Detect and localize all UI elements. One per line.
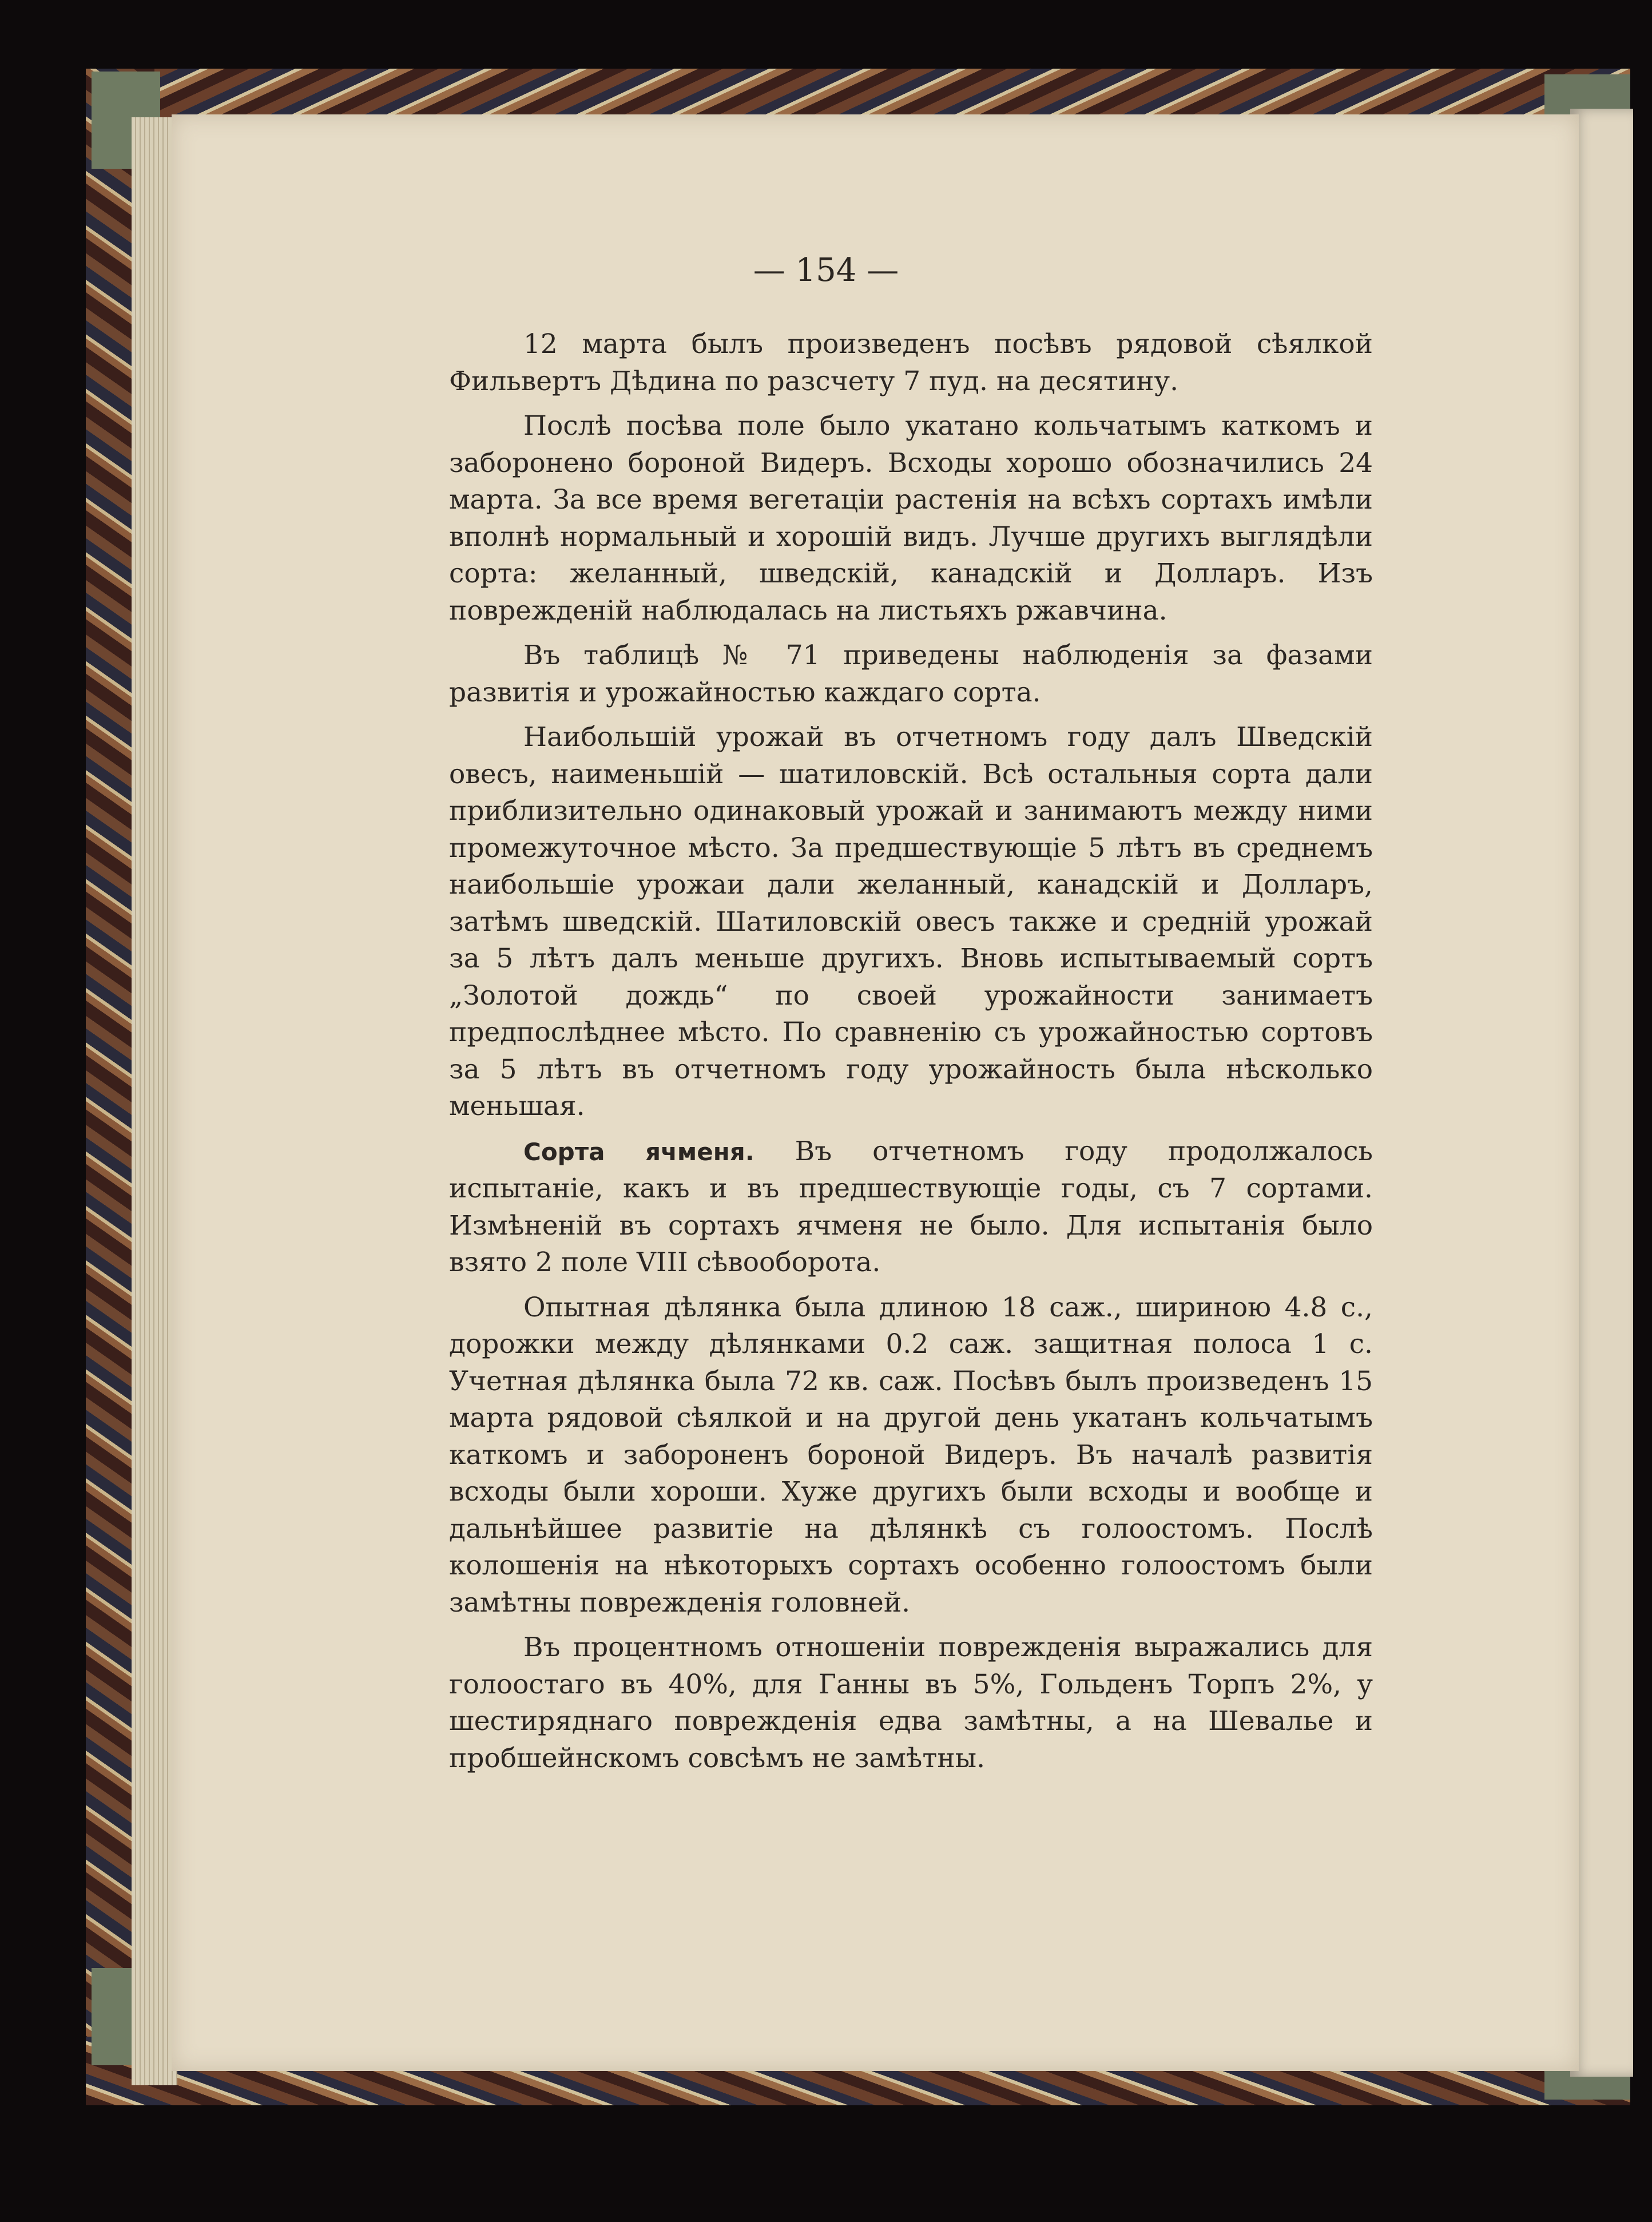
paragraph-sowing: 12 марта былъ произведенъ посѣвъ рядовой сѣялкой Фильвертъ Дѣдина по разсчету 7 пуд. на десятину. xyxy=(449,328,1373,397)
paragraph-yield: Наибольшій урожай въ отчетномъ году далъ Шведскій овесъ, наименьшій — шатиловскій. Всѣ остальныя сорта дали приблизительно одинаковый урожай и занимаютъ между ними промежуточное мѣсто. За предшествующіе 5 лѣтъ въ среднемъ наибольшіе урожаи дали желанный, канадскій и Долларъ, затѣмъ шведскій. Шатиловскій овесъ также и средній урожай за 5 лѣтъ далъ меньше другихъ. Вновь испытываемый сортъ „Золотой дождь“ по своей урожайности занимаетъ предпослѣднее мѣсто. По сравненію съ урожайностью сортовъ за 5 лѣтъ въ отчетномъ году урожайность была нѣсколько меньшая. xyxy=(449,721,1373,1122)
section-heading-barley: Сорта ячменя. xyxy=(523,1137,754,1166)
page-number: — 154 — xyxy=(753,252,899,289)
paragraph-table-reference: Въ таблицѣ № 71 приведены наблюденія за фазами развитія и урожайностью каждаго сорта. xyxy=(449,640,1373,708)
paragraph-plot: Опытная дѣлянка была длиною 18 саж., шириною 4.8 с., дорожки между дѣлянками 0.2 саж. защитная полоса 1 с. Учетная дѣлянка была 72 кв. саж. Посѣвъ былъ произведенъ 15 марта рядовой сѣялкой и на другой день укатанъ кольчатымъ каткомъ и забороненъ бороной Видеръ. Въ началѣ развитія всходы были хороши. Хуже другихъ были всходы и вообще и дальнѣйшее развитіе на дѣлянкѣ съ голоостомъ. Послѣ колошенія на нѣкоторыхъ сортахъ особенно голоостомъ были замѣтны поврежденія головней. xyxy=(449,1291,1373,1618)
paragraph-barley xyxy=(449,1133,1373,1281)
page-body xyxy=(449,326,1373,1785)
paragraph-after-sowing: Послѣ посѣва поле было укатано кольчатымъ каткомъ и заборонено бороной Видеръ. Всходы хорошо обозначились 24 марта. За все время вегетаціи растенія на всѣхъ сортахъ имѣли вполнѣ нормальный и хорошій видъ. Лучше другихъ выглядѣли сорта: желанный, шведскій, канадскій и Долларъ. Изъ поврежденій наблюдалась на листьяхъ ржавчина. xyxy=(449,410,1373,626)
paragraph-damage: Въ процентномъ отношеніи поврежденія выражались для голоостаго въ 40%, для Ганны въ 5%, Гольденъ Торпъ 2%, у шестиряднаго поврежденія едва замѣтны, а на Шевалье и пробшейнскомъ совсѣмъ не замѣтны. xyxy=(449,1632,1373,1774)
page-edges xyxy=(132,117,177,2085)
facing-page-edge xyxy=(1570,109,1633,2077)
barley-intro-text: Въ отчетномъ году продолжалось испытаніе, какъ и въ предшествующіе годы, съ 7 сортами. Измѣненій въ сортахъ ячменя не было. Для испытанія было взято 2 поле VIII сѣвооборота. xyxy=(449,1135,1373,1278)
